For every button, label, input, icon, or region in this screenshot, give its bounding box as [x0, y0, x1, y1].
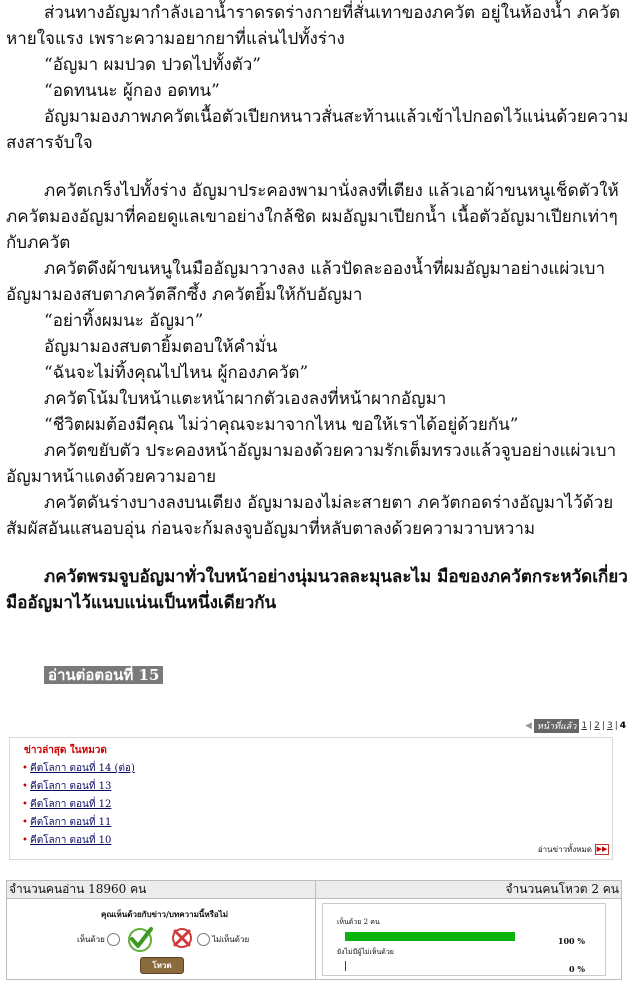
latest-news-list — [22, 760, 135, 850]
story-quote: “อัญมา ผมปวด ปวดไปทั้งตัว” — [44, 55, 261, 75]
disagree-label: ไม่เห็นด้วย — [212, 935, 250, 944]
list-item — [22, 814, 135, 832]
read-all-link[interactable] — [538, 843, 609, 856]
story-quote: “อย่าทิ้งผมนะ อัญมา” — [44, 311, 204, 331]
agree-radio[interactable] — [107, 933, 120, 946]
story-quote: “ชีวิตผมต้องมีคุณ ไม่ว่าคุณจะมาจากไหน ขอให้เราได้อยู่ด้วยกัน” — [44, 415, 519, 435]
latest-news-box — [9, 737, 613, 860]
agree-result-label: เห็นด้วย 2 คน — [337, 918, 380, 926]
news-link[interactable]: คีตโลกา ตอนที่ 12 — [30, 799, 112, 810]
story-paragraph: ภควัตขยับตัว ประคองหน้าอัญมามองด้วยความรักเต็มทรวงแล้วจูบอย่างแผ่วเบา อัญมาหน้าแดงด้วยความอาย — [6, 441, 617, 487]
page-link-3[interactable]: 3 — [606, 721, 613, 731]
bullet-icon: • — [22, 799, 28, 810]
page-link-1[interactable]: 1 — [581, 721, 588, 731]
disagree-result-label: ยังไม่มีผู้ไม่เห็นด้วย — [337, 948, 394, 956]
story-quote: “อดทนนะ ผู้กอง อดทน” — [44, 81, 220, 101]
disagree-radio[interactable] — [197, 933, 210, 946]
disagree-result-pct: 0 % — [569, 964, 585, 974]
story-quote: ภควัตโน้มใบหน้าแตะหน้าผากตัวเองลงที่หน้าผากอัญมา — [44, 389, 447, 409]
story-paragraph: ภควัตดันร่างบางลงบนเตียง อัญมามองไม่ละสายตา ภควัตกอดร่างอัญมาไว้ด้วยสัมผัสอันแสนอบอุ่น ก่อนจะก้มลงจูบอัญมาที่หลับตาลงด้วยความวาบหวาม — [6, 493, 614, 539]
list-item — [22, 832, 135, 850]
story-paragraph: ส่วนทางอัญมากำลังเอาน้ำราดรดร่างกายที่สั่นเทาของภควัต อยู่ในห้องน้ำ ภควัตหายใจแรง เพราะความอยากยาที่แล่นไปทั้งร่าง — [6, 3, 621, 49]
news-link[interactable]: คีตโลกา ตอนที่ 11 — [30, 817, 112, 828]
prev-page-button[interactable]: หน้าที่แล้ว — [534, 719, 579, 733]
agree-result-pct: 100 % — [557, 936, 585, 946]
bullet-icon: • — [22, 781, 28, 792]
vote-result — [316, 899, 622, 981]
voter-count: จำนวนคนโหวต 2 คน — [505, 882, 619, 896]
stats-header — [7, 881, 621, 899]
prev-arrow-icon[interactable]: ◀ — [525, 721, 532, 731]
bullet-icon: • — [22, 835, 28, 846]
vote-button[interactable]: โหวต — [140, 957, 184, 974]
bullet-icon: • — [22, 763, 28, 774]
cross-icon — [171, 927, 193, 949]
pagination: ◀ หน้าที่แล้ว 1 | 2 | 3 | 4 — [525, 721, 626, 732]
latest-news-title: ข่าวล่าสุด ในหมวด — [24, 745, 107, 756]
list-item — [22, 778, 135, 796]
story-paragraph: อัญมามองภาพภควัตเนื้อตัวเปียกหนาวสั่นสะท้านแล้วเข้าไปกอดไว้แน่นด้วยความสงสารจับใจ — [6, 107, 629, 153]
fast-forward-icon[interactable]: ▶▶ — [596, 845, 608, 853]
story-paragraph: ภควัตเกร็งไปทั้งร่าง อัญมาประคองพามานั่งลงที่เตียง แล้วเอาผ้าขนหนูเช็ดตัวให้ ภควัตมองอัญมาที่คอยดูแลเขาอย่างใกล้ชิด ผมอัญมาเปียกน้ำ เนื้อตัวอัญมาเปียกเท่าๆ กับภควัต — [6, 181, 619, 253]
list-item — [22, 760, 135, 778]
read-all-label[interactable]: อ่านข่าวทั้งหมด — [537, 845, 592, 854]
stats-panel — [6, 880, 622, 980]
story-paragraph-bold: ภควัตพรมจูบอัญมาทั่วใบหน้าอย่างนุ่มนวลละมุนละไม มือของภควัตกระหวัดเกี่ยวมืออัญมาไว้แนบแน่นเป็นหนึ่งเดียวกัน — [6, 567, 628, 613]
news-link[interactable]: คีตโลกา ตอนที่ 13 — [30, 781, 112, 792]
page-link-2[interactable]: 2 — [594, 721, 600, 731]
agree-result-bar — [345, 932, 515, 941]
result-box — [322, 903, 606, 976]
vote-question: คุณเห็นด้วยกับข่าว/บทความนี้หรือไม่ — [101, 909, 229, 919]
news-link[interactable]: คีตโลกา ตอนที่ 14 (ต่อ) — [30, 763, 135, 774]
news-link[interactable]: คีตโลกา ตอนที่ 10 — [30, 835, 112, 846]
disagree-result-bar — [345, 961, 346, 971]
list-item — [22, 796, 135, 814]
vote-form — [7, 899, 315, 981]
bullet-icon: • — [22, 817, 28, 828]
next-episode-link[interactable]: อ่านต่อตอนที่ 15 — [44, 666, 163, 684]
check-icon — [126, 925, 154, 953]
agree-label: เห็นด้วย — [77, 935, 105, 944]
story-paragraph: ภควัตดึงผ้าขนหนูในมืออัญมาวางลง แล้วปัดละอองน้ำที่ผมอัญมาอย่างแผ่วเบา อัญมามองสบตาภควัตลึกซึ้ง ภควัตยิ้มให้กับอัญมา — [6, 259, 606, 305]
reader-count: จำนวนคนอ่าน 18960 คน — [9, 882, 147, 896]
story-quote: “ฉันจะไม่ทิ้งคุณไปไหน ผู้กองภควัต” — [44, 363, 309, 383]
current-page: 4 — [619, 721, 626, 731]
story-quote: อัญมามองสบตายิ้มตอบให้คำมั่น — [44, 337, 278, 357]
